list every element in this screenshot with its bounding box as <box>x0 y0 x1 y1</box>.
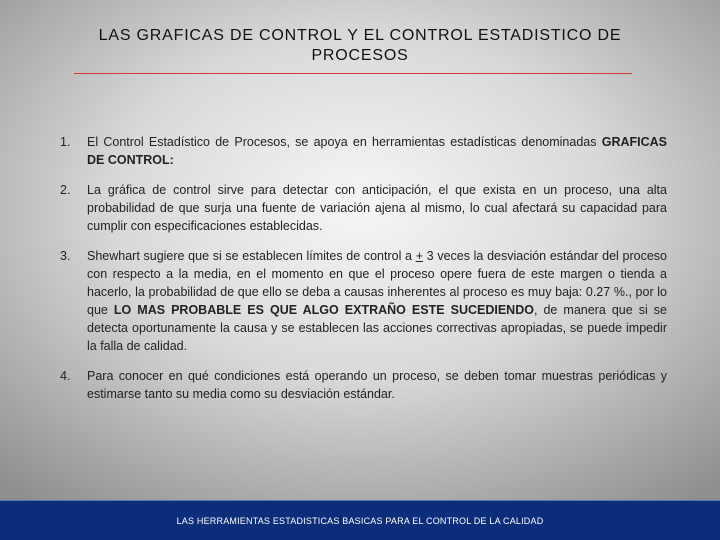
list-item-2 <box>55 181 667 235</box>
list-number: 2. <box>60 183 71 197</box>
list-number: 3. <box>60 249 71 263</box>
title-line-1: LAS GRAFICAS DE CONTROL Y EL CONTROL ESTADISTICO DE <box>98 27 622 44</box>
numbered-list <box>55 133 667 415</box>
plus-minus-sign: + <box>415 249 423 263</box>
list-item-1 <box>55 133 667 169</box>
list-bold-text: GRAFICAS DE CONTROL: <box>87 135 667 167</box>
list-number: 1. <box>60 135 71 149</box>
list-text: Shewhart sugiere que si se establecen límites de control a <box>87 249 416 263</box>
list-bold-text: LO MAS PROBABLE ES QUE ALGO EXTRAÑO ESTE SUCEDIENDO <box>113 303 534 317</box>
list-item-4 <box>55 367 667 403</box>
list-text: 3 veces la desviación estándar del proceso con respecto a la media, en el momento en que el proceso opere fuera de este margen o tienda a hacerlo, la probabilidad de que ello se deba a causas inherentes al proceso es muy baja: 0.27 %., por lo que <box>87 249 667 317</box>
footer-text: LAS HERRAMIENTAS ESTADISTICAS BASICAS PARA EL CONTROL DE LA CALIDAD <box>176 516 544 526</box>
list-text: , de manera que si se detecta oportunamente la causa y se establecen las acciones correctivas apropiadas, se puede impedir la falla de calidad. <box>87 303 667 353</box>
title-line-2: PROCESOS <box>311 47 409 64</box>
list-text: Para conocer en qué condiciones está operando un proceso, se deben tomar muestras periódicas y estimarse tanto su media como su desviación estándar. <box>87 369 667 401</box>
list-item-3 <box>55 247 667 355</box>
list-text: El Control Estadístico de Procesos, se apoya en herramientas estadísticas denominadas <box>87 135 602 149</box>
footer-bar <box>0 500 720 540</box>
title-divider <box>74 73 632 74</box>
list-text: La gráfica de control sirve para detectar con anticipación, el que exista en un proceso, una alta probabilidad de que surja una fuente de variación ajena al mismo, lo cual afectará su capacidad para cumplir con especificaciones establecidas. <box>87 183 667 233</box>
slide-title <box>40 26 680 66</box>
list-number: 4. <box>60 369 71 383</box>
